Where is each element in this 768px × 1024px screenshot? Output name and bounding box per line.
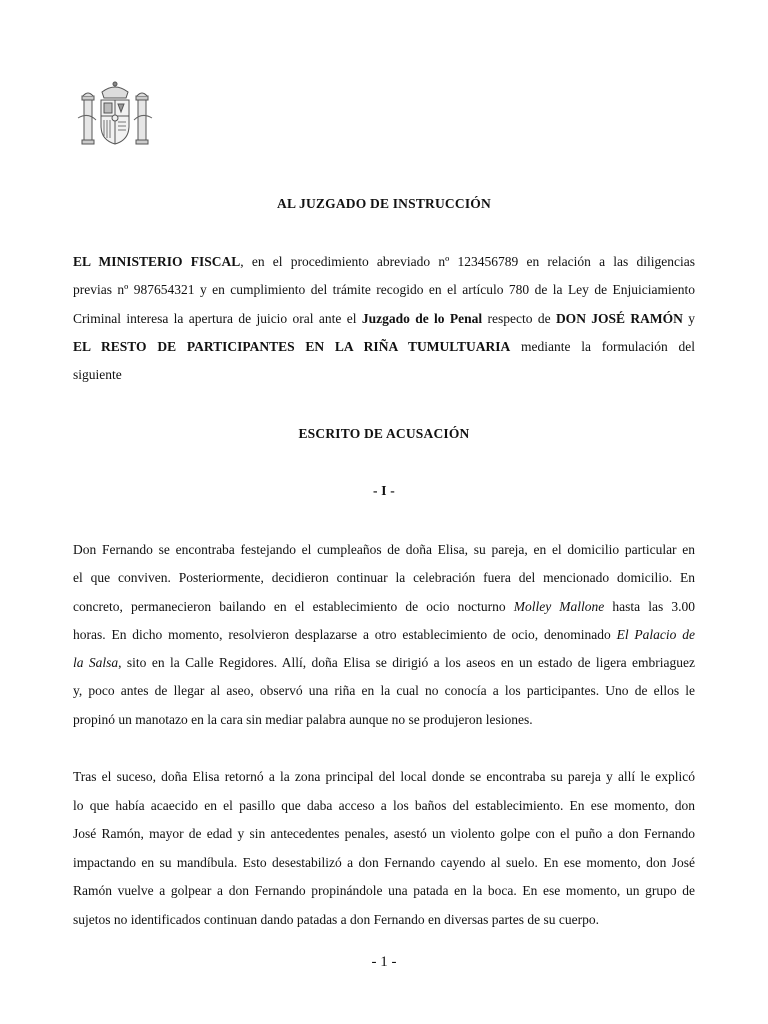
intro-line-1: EL MINISTERIO FISCAL, en el procedimiento abreviado nº 123456789 en relación a las diligencias [73, 254, 696, 269]
intro-line-2: previas nº 987654321 y en cumplimiento del trámite recogido en el artículo 780 de la Ley de Enjuiciamiento [73, 282, 695, 298]
intro-line-4: EL RESTO DE PARTICIPANTES EN LA RIÑA TUMULTUARIA mediante la formulación del [73, 338, 695, 354]
facts-paragraph-1: Don Fernando se encontraba festejando el cumpleaños de doña Elisa, su pareja, en el domicilio particular en el que conviven. Posteriormente, decidieron continuar la celebración fuera del mencionado domicilio. En concreto, permanecieron bailando en el establecimiento de ocio nocturno Molley Mallone hasta las 3.00 horas. En dicho momento, resolvieron desplazarse a otro establecimiento de ocio, denominado El Palacio de la Salsa, sito en la Calle Regidores. Allí, doña Elisa se dirigió a los aseos en un estado de ligera embriaguez y, poco antes de llegar al aseo, observó una riña en la cual no conocía a los participantes. Uno de ellos le propinó un manotazo en la cara sin mediar palabra aunque no se produjeron lesiones. [73, 542, 695, 727]
heading-escrito: ESCRITO DE ACUSACIÓN [298, 426, 470, 441]
intro-paragraph [73, 248, 695, 389]
coat-of-arms-seal [74, 78, 156, 154]
heading-court: AL JUZGADO DE INSTRUCCIÓN [277, 196, 491, 211]
intro-line-5: siguiente [73, 367, 122, 383]
section-number: - I - [373, 483, 395, 498]
facts-paragraph-2: Tras el suceso, doña Elisa retornó a la zona principal del local donde se encontraba su pareja y allí le explicó lo que había acaecido en el pasillo que daba acceso a los baños del establecimiento. En ese momento, don José Ramón, mayor de edad y sin antecedentes penales, asestó un violento golpe con el puño a don Fernando impactando en su mandíbula. Esto desestabilizó a don Fernando cayendo al suelo. En ese momento, don José Ramón vuelve a golpear a don Fernando propinándole una patada en la boca. En ese momento, un grupo de sujetos no identificados continuan dando patadas a don Fernando en diversas partes de su cuerpo. [73, 769, 695, 927]
intro-line-3: Criminal interesa la apertura de juicio oral ante el Juzgado de lo Penal respecto de DON JOSÉ RAMÓN y [73, 310, 696, 326]
page-number: - 1 - [371, 954, 397, 970]
prosecutor-name: EL MINISTERIO FISCAL [73, 254, 241, 269]
